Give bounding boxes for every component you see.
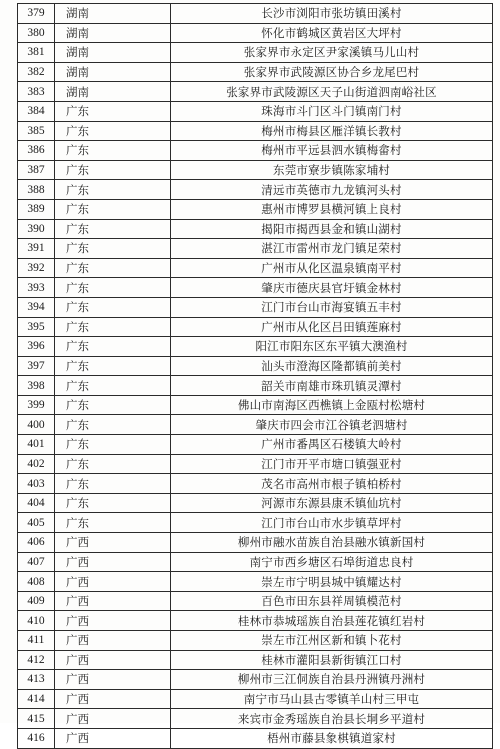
village-name-cell: 广州市番禺区石楼镇大岭村 — [171, 435, 493, 455]
village-name-cell: 梅州市梅县区雁洋镇长教村 — [171, 121, 493, 141]
row-number-cell: 396 — [18, 337, 55, 357]
village-name-cell: 张家界市永定区尹家溪镇马儿山村 — [171, 43, 493, 63]
row-number-cell: 397 — [18, 356, 55, 376]
row-number-cell: 389 — [18, 199, 55, 219]
table-row — [18, 199, 493, 219]
table-row — [18, 689, 493, 709]
table-row — [18, 728, 493, 748]
province-cell: 广东 — [55, 356, 171, 376]
province-cell: 广东 — [55, 435, 171, 455]
village-name-cell: 南宁市马山县古零镇羊山村三甲屯 — [171, 689, 493, 709]
table-row — [18, 611, 493, 631]
row-number-cell: 404 — [18, 493, 55, 513]
village-name-cell: 肇庆市德庆县官圩镇金林村 — [171, 278, 493, 298]
village-name-cell: 佛山市南海区西樵镇上金瓯村松塘村 — [171, 395, 493, 415]
village-name-cell: 桂林市恭城瑶族自治县莲花镇红岩村 — [171, 611, 493, 631]
table-row — [18, 160, 493, 180]
village-name-cell: 广州市从化区吕田镇莲麻村 — [171, 317, 493, 337]
province-cell: 广东 — [55, 415, 171, 435]
village-name-cell: 长沙市浏阳市张坊镇田溪村 — [171, 4, 493, 24]
province-cell: 广东 — [55, 395, 171, 415]
province-cell: 广东 — [55, 180, 171, 200]
province-cell: 湖南 — [55, 23, 171, 43]
province-cell: 广东 — [55, 513, 171, 533]
row-number-cell: 416 — [18, 728, 55, 748]
row-number-cell: 385 — [18, 121, 55, 141]
table-row — [18, 395, 493, 415]
row-number-cell: 415 — [18, 709, 55, 729]
table-row — [18, 493, 493, 513]
table-row — [18, 533, 493, 553]
village-name-cell: 东莞市寮步镇陈家埔村 — [171, 160, 493, 180]
village-name-cell: 揭阳市揭西县金和镇山湖村 — [171, 219, 493, 239]
table-row — [18, 709, 493, 729]
village-name-cell: 阳江市阳东区东平镇大澳渔村 — [171, 337, 493, 357]
table-row — [18, 219, 493, 239]
row-number-cell: 398 — [18, 376, 55, 396]
village-list-table — [17, 3, 493, 749]
village-name-cell: 茂名市高州市根子镇柏桥村 — [171, 474, 493, 494]
table-row — [18, 239, 493, 259]
village-name-cell: 河源市东源县康禾镇仙坑村 — [171, 493, 493, 513]
province-cell: 广东 — [55, 376, 171, 396]
row-number-cell: 409 — [18, 591, 55, 611]
village-name-cell: 梧州市藤县象棋镇道家村 — [171, 728, 493, 748]
row-number-cell: 393 — [18, 278, 55, 298]
village-name-cell: 江门市台山市水步镇草坪村 — [171, 513, 493, 533]
row-number-cell: 406 — [18, 533, 55, 553]
row-number-cell: 390 — [18, 219, 55, 239]
province-cell: 广东 — [55, 199, 171, 219]
province-cell: 广西 — [55, 631, 171, 651]
province-cell: 广东 — [55, 121, 171, 141]
province-cell: 广西 — [55, 572, 171, 592]
row-number-cell: 387 — [18, 160, 55, 180]
province-cell: 湖南 — [55, 4, 171, 24]
table-row — [18, 258, 493, 278]
table-row — [18, 297, 493, 317]
village-name-cell: 怀化市鹤城区黄岩区大坪村 — [171, 23, 493, 43]
province-cell: 广西 — [55, 650, 171, 670]
table-row — [18, 121, 493, 141]
province-cell: 广东 — [55, 454, 171, 474]
row-number-cell: 400 — [18, 415, 55, 435]
table-row — [18, 356, 493, 376]
province-cell: 广东 — [55, 101, 171, 121]
table-row — [18, 454, 493, 474]
village-name-cell: 江门市开平市塘口镇强亚村 — [171, 454, 493, 474]
village-name-cell: 韶关市南雄市珠玑镇灵潭村 — [171, 376, 493, 396]
province-cell: 广东 — [55, 219, 171, 239]
village-name-cell: 汕头市澄海区隆都镇前美村 — [171, 356, 493, 376]
province-cell: 广东 — [55, 317, 171, 337]
row-number-cell: 391 — [18, 239, 55, 259]
province-cell: 广东 — [55, 278, 171, 298]
village-name-cell: 来宾市金秀瑶族自治县长垌乡平道村 — [171, 709, 493, 729]
province-cell: 广西 — [55, 709, 171, 729]
table-row — [18, 23, 493, 43]
row-number-cell: 381 — [18, 43, 55, 63]
row-number-cell: 382 — [18, 62, 55, 82]
table-row — [18, 572, 493, 592]
village-name-cell: 百色市田东县祥周镇模范村 — [171, 591, 493, 611]
village-name-cell: 惠州市博罗县横河镇上良村 — [171, 199, 493, 219]
row-number-cell: 399 — [18, 395, 55, 415]
table-body — [18, 4, 493, 749]
province-cell: 广东 — [55, 297, 171, 317]
province-cell: 广东 — [55, 160, 171, 180]
village-name-cell: 江门市台山市海宴镇五丰村 — [171, 297, 493, 317]
province-cell: 广西 — [55, 670, 171, 690]
province-cell: 广东 — [55, 474, 171, 494]
table-row — [18, 513, 493, 533]
province-cell: 湖南 — [55, 43, 171, 63]
row-number-cell: 408 — [18, 572, 55, 592]
province-cell: 广西 — [55, 689, 171, 709]
row-number-cell: 395 — [18, 317, 55, 337]
province-cell: 广东 — [55, 493, 171, 513]
row-number-cell: 411 — [18, 631, 55, 651]
village-name-cell: 广州市从化区温泉镇南平村 — [171, 258, 493, 278]
row-number-cell: 412 — [18, 650, 55, 670]
province-cell: 广西 — [55, 728, 171, 748]
table-row — [18, 552, 493, 572]
table-row — [18, 82, 493, 102]
province-cell: 广西 — [55, 552, 171, 572]
village-name-cell: 张家界市武陵源区天子山街道泗南峪社区 — [171, 82, 493, 102]
province-cell: 湖南 — [55, 82, 171, 102]
table-row — [18, 101, 493, 121]
table-row — [18, 631, 493, 651]
row-number-cell: 401 — [18, 435, 55, 455]
table-row — [18, 62, 493, 82]
table-row — [18, 591, 493, 611]
row-number-cell: 383 — [18, 82, 55, 102]
village-name-cell: 梅州市平远县泗水镇梅畲村 — [171, 141, 493, 161]
province-cell: 广东 — [55, 239, 171, 259]
table-row — [18, 376, 493, 396]
row-number-cell: 410 — [18, 611, 55, 631]
row-number-cell: 402 — [18, 454, 55, 474]
village-name-cell: 柳州市融水苗族自治县融水镇新国村 — [171, 533, 493, 553]
village-name-cell: 崇左市江州区新和镇卜花村 — [171, 631, 493, 651]
row-number-cell: 379 — [18, 4, 55, 24]
village-name-cell: 南宁市西乡塘区石埠街道忠良村 — [171, 552, 493, 572]
row-number-cell: 407 — [18, 552, 55, 572]
row-number-cell: 380 — [18, 23, 55, 43]
table-row — [18, 43, 493, 63]
row-number-cell: 394 — [18, 297, 55, 317]
table-row — [18, 141, 493, 161]
row-number-cell: 388 — [18, 180, 55, 200]
province-cell: 湖南 — [55, 62, 171, 82]
province-cell: 广西 — [55, 533, 171, 553]
row-number-cell: 403 — [18, 474, 55, 494]
table-row — [18, 4, 493, 24]
village-name-cell: 珠海市斗门区斗门镇南门村 — [171, 101, 493, 121]
row-number-cell: 405 — [18, 513, 55, 533]
table-row — [18, 278, 493, 298]
table-row — [18, 670, 493, 690]
table-row — [18, 650, 493, 670]
village-name-cell: 桂林市灌阳县新街镇江口村 — [171, 650, 493, 670]
province-cell: 广东 — [55, 141, 171, 161]
province-cell: 广西 — [55, 591, 171, 611]
table-row — [18, 415, 493, 435]
table-row — [18, 435, 493, 455]
row-number-cell: 392 — [18, 258, 55, 278]
row-number-cell: 413 — [18, 670, 55, 690]
village-name-cell: 崇左市宁明县城中镇耀达村 — [171, 572, 493, 592]
province-cell: 广东 — [55, 337, 171, 357]
row-number-cell: 414 — [18, 689, 55, 709]
village-name-cell: 柳州市三江侗族自治县丹洲镇丹洲村 — [171, 670, 493, 690]
province-cell: 广西 — [55, 611, 171, 631]
province-cell: 广东 — [55, 258, 171, 278]
table-row — [18, 474, 493, 494]
row-number-cell: 386 — [18, 141, 55, 161]
village-name-cell: 清远市英德市九龙镇河头村 — [171, 180, 493, 200]
table-row — [18, 180, 493, 200]
row-number-cell: 384 — [18, 101, 55, 121]
table-row — [18, 337, 493, 357]
table-row — [18, 317, 493, 337]
village-name-cell: 肇庆市四会市江谷镇老泗塘村 — [171, 415, 493, 435]
village-name-cell: 张家界市武陵源区协合乡龙尾巴村 — [171, 62, 493, 82]
village-name-cell: 湛江市雷州市龙门镇足荣村 — [171, 239, 493, 259]
